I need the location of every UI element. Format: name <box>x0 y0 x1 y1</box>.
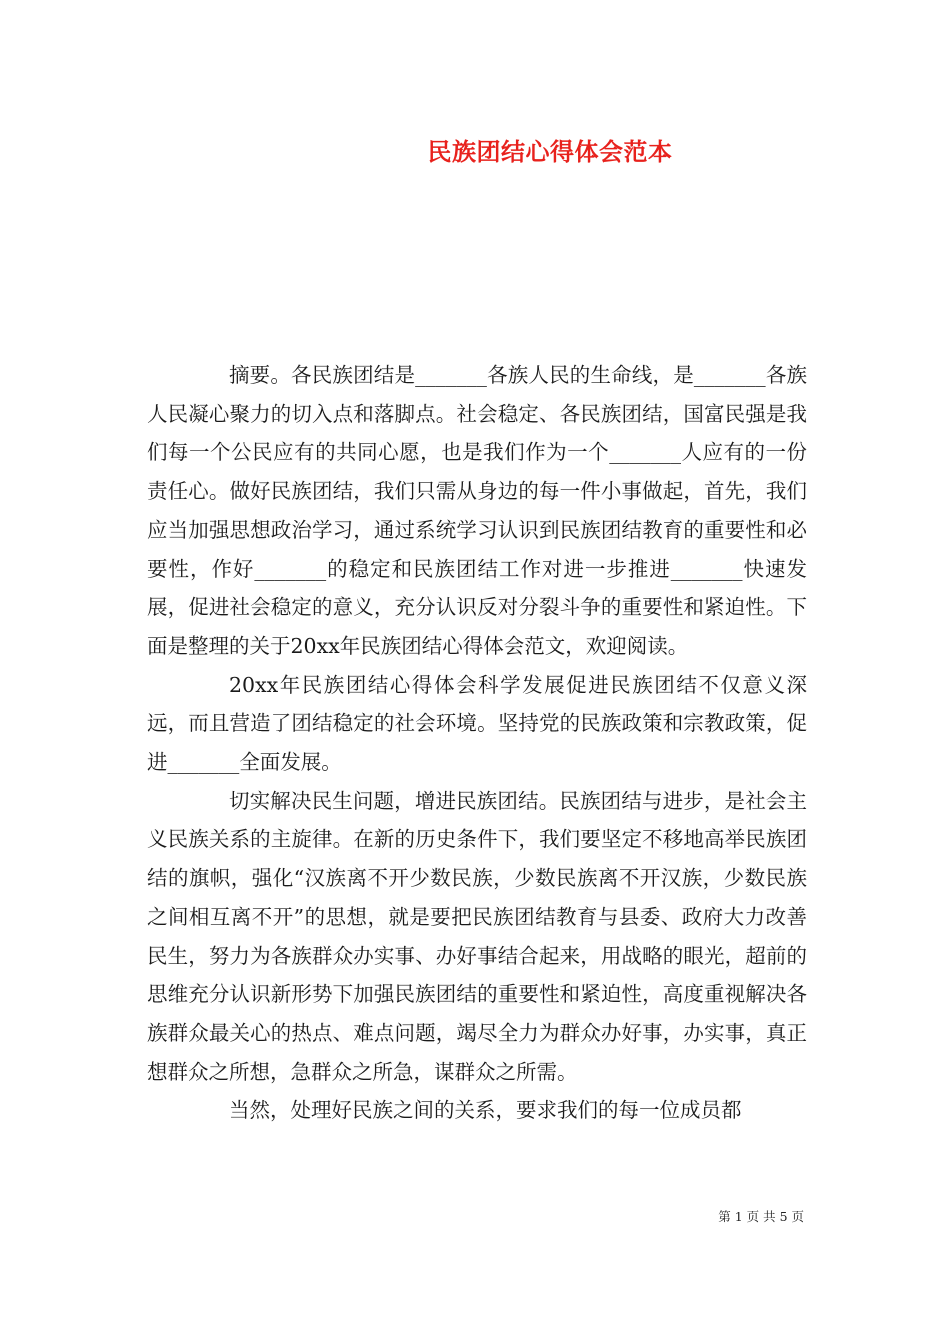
paragraph-2: 20xx年民族团结心得体会科学发展促进民族团结不仅意义深远，而且营造了团结稳定的社会环境。坚持党的民族政策和宗教政策，促进_______全面发展。 <box>147 672 807 775</box>
document-body <box>147 356 807 1130</box>
paragraph-4: 当然，处理好民族之间的关系，要求我们的每一位成员都 <box>229 1098 742 1123</box>
paragraph-3: 切实解决民生问题，增进民族团结。民族团结与进步，是社会主义民族关系的主旋律。在新的历史条件下，我们要坚定不移地高举民族团结的旗帜，强化“汉族离不开少数民族，少数民族离不开汉族，少数民族之间相互离不开”的思想，就是要把民族团结教育与县委、政府大力改善民生，努力为各族群众办实事、办好事结合起来，用战略的眼光，超前的思维充分认识新形势下加强民族团结的重要性和紧迫性，高度重视解决各族群众最关心的热点、难点问题，竭尽全力为群众办好事，办实事，真正想群众之所想，急群众之所急，谋群众之所需。 <box>147 788 807 1084</box>
page-title: 民族团结心得体会范本 <box>427 137 673 166</box>
paragraph-abstract: 摘要。各民族团结是_______各族人民的生命线，是_______各族人民凝心聚力的切入点和落脚点。社会稳定、各民族团结，国富民强是我们每一个公民应有的共同心愿，也是我们作为一个_______人应有的一份责任心。做好民族团结，我们只需从身边的每一件小事做起，首先，我们应当加强思想政治学习，通过系统学习认识到民族团结教育的重要性和必要性，作好_______的稳定和民族团结工作对进一步推进_______快速发展，促进社会稳定的意义，充分认识反对分裂斗争的重要性和紧迫性。下面是整理的关于20xx年民族团结心得体会范文，欢迎阅读。 <box>147 363 807 658</box>
page-footer: 第 1 页 共 5 页 <box>718 1209 804 1224</box>
